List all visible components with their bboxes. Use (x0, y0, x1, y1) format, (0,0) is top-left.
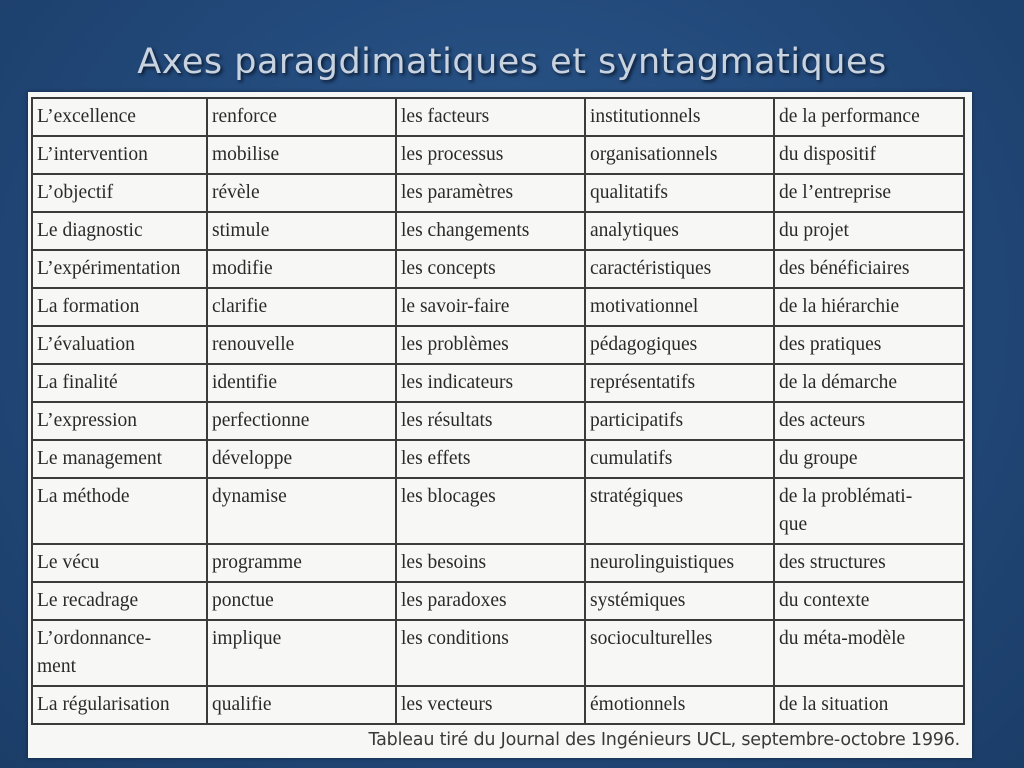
verb-cell: identifie (207, 364, 396, 402)
complement-cell: du projet (774, 212, 964, 250)
verb-cell: perfectionne (207, 402, 396, 440)
object-cell: les conditions (396, 620, 585, 686)
verb-cell: clarifie (207, 288, 396, 326)
verb-cell: renouvelle (207, 326, 396, 364)
qualifier-cell: stratégiques (585, 478, 774, 544)
qualifier-cell: neurolinguistiques (585, 544, 774, 582)
verb-cell: stimule (207, 212, 396, 250)
verb-cell: programme (207, 544, 396, 582)
table-row (32, 212, 964, 250)
complement-cell: des structures (774, 544, 964, 582)
subject-cell: Le management (32, 440, 207, 478)
table-row (32, 402, 964, 440)
complement-cell: du contexte (774, 582, 964, 620)
subject-cell: L’excellence (32, 98, 207, 136)
complement-cell: de l’entreprise (774, 174, 964, 212)
qualifier-cell: représentatifs (585, 364, 774, 402)
qualifier-cell: cumulatifs (585, 440, 774, 478)
subject-cell: La finalité (32, 364, 207, 402)
verb-cell: renforce (207, 98, 396, 136)
slide-title: Axes paragdimatiques et syntagmatiques (137, 42, 887, 82)
subject-cell: L’évaluation (32, 326, 207, 364)
subject-cell: Le vécu (32, 544, 207, 582)
complement-cell: de la hiérarchie (774, 288, 964, 326)
object-cell: les concepts (396, 250, 585, 288)
table-row (32, 136, 964, 174)
object-cell: les paradoxes (396, 582, 585, 620)
object-cell: les résultats (396, 402, 585, 440)
table-row (32, 686, 964, 724)
complement-cell: de la démarche (774, 364, 964, 402)
table-row (32, 326, 964, 364)
object-cell: les changements (396, 212, 585, 250)
qualifier-cell: systémiques (585, 582, 774, 620)
qualifier-cell: pédagogiques (585, 326, 774, 364)
complement-cell: du méta-modèle (774, 620, 964, 686)
complement-cell: des acteurs (774, 402, 964, 440)
qualifier-cell: analytiques (585, 212, 774, 250)
table-row (32, 582, 964, 620)
subject-cell: L’intervention (32, 136, 207, 174)
verb-cell: dynamise (207, 478, 396, 544)
qualifier-cell: motivationnel (585, 288, 774, 326)
scanned-table-image (28, 92, 972, 758)
object-cell: les vecteurs (396, 686, 585, 724)
table-row (32, 288, 964, 326)
word-table-body (32, 98, 964, 724)
qualifier-cell: participatifs (585, 402, 774, 440)
complement-cell: de la problémati- que (774, 478, 964, 544)
table-row (32, 620, 964, 686)
verb-cell: implique (207, 620, 396, 686)
complement-cell: des bénéficiaires (774, 250, 964, 288)
table-row (32, 440, 964, 478)
object-cell: le savoir-faire (396, 288, 585, 326)
verb-cell: modifie (207, 250, 396, 288)
qualifier-cell: émotionnels (585, 686, 774, 724)
complement-cell: des pratiques (774, 326, 964, 364)
verb-cell: qualifie (207, 686, 396, 724)
complement-cell: de la situation (774, 686, 964, 724)
object-cell: les facteurs (396, 98, 585, 136)
verb-cell: ponctue (207, 582, 396, 620)
object-cell: les blocages (396, 478, 585, 544)
subject-cell: Le diagnostic (32, 212, 207, 250)
verb-cell: mobilise (207, 136, 396, 174)
subject-cell: L’expérimentation (32, 250, 207, 288)
qualifier-cell: organisationnels (585, 136, 774, 174)
table-row (32, 478, 964, 544)
subject-cell: La méthode (32, 478, 207, 544)
table-row (32, 364, 964, 402)
word-table (31, 97, 965, 725)
subject-cell: L’objectif (32, 174, 207, 212)
table-row (32, 98, 964, 136)
qualifier-cell: institutionnels (585, 98, 774, 136)
object-cell: les effets (396, 440, 585, 478)
qualifier-cell: qualitatifs (585, 174, 774, 212)
table-row (32, 250, 964, 288)
table-caption: Tableau tiré du Journal des Ingénieurs UCL, septembre-octobre 1996. (368, 730, 960, 750)
subject-cell: La formation (32, 288, 207, 326)
qualifier-cell: caractéristiques (585, 250, 774, 288)
subject-cell: La régularisation (32, 686, 207, 724)
complement-cell: de la performance (774, 98, 964, 136)
subject-cell: L’expression (32, 402, 207, 440)
table-row (32, 174, 964, 212)
verb-cell: révèle (207, 174, 396, 212)
complement-cell: du dispositif (774, 136, 964, 174)
object-cell: les processus (396, 136, 585, 174)
complement-cell: du groupe (774, 440, 964, 478)
object-cell: les paramètres (396, 174, 585, 212)
object-cell: les besoins (396, 544, 585, 582)
qualifier-cell: socioculturelles (585, 620, 774, 686)
verb-cell: développe (207, 440, 396, 478)
table-row (32, 544, 964, 582)
subject-cell: L’ordonnance- ment (32, 620, 207, 686)
object-cell: les indicateurs (396, 364, 585, 402)
object-cell: les problèmes (396, 326, 585, 364)
subject-cell: Le recadrage (32, 582, 207, 620)
